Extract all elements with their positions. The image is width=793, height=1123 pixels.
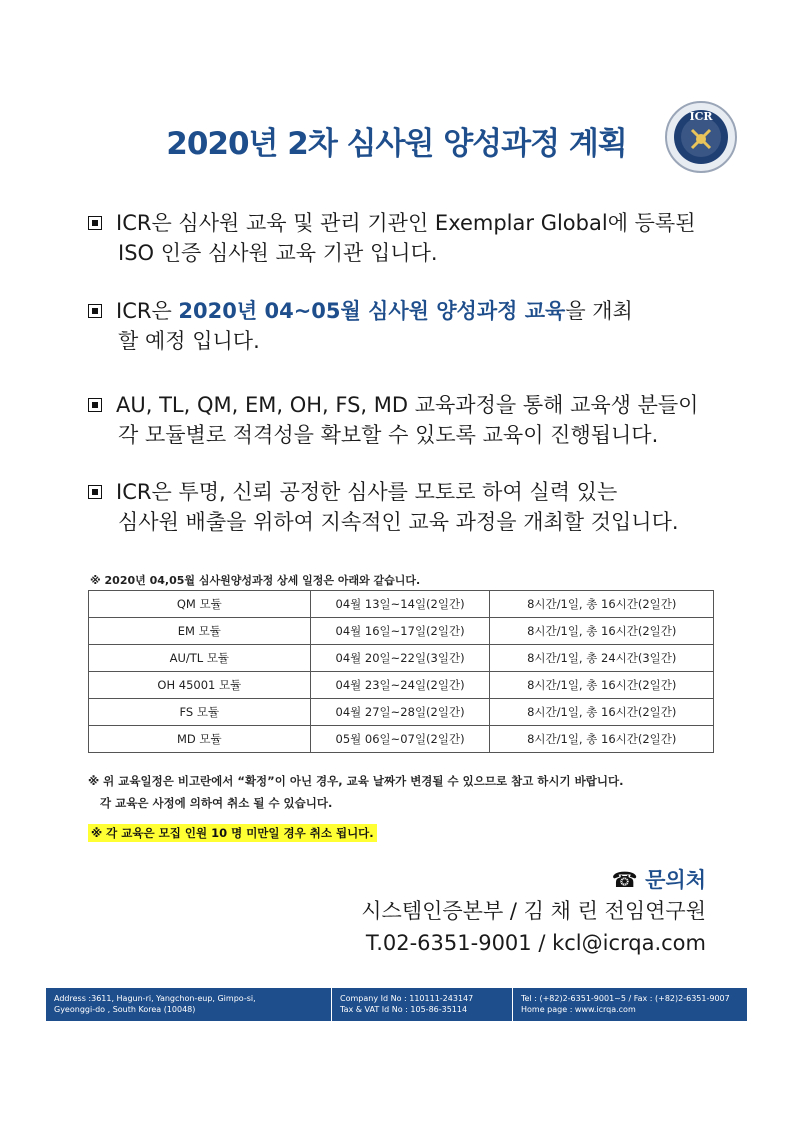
bullet-2-line-2: 할 예정 입니다.	[118, 329, 260, 353]
bullet-4-line-2: 심사원 배출을 위하여 지속적인 교육 과정을 개최할 것입니다.	[118, 510, 679, 534]
footer-homepage: Home page : www.icrqa.com	[521, 1005, 636, 1014]
icr-logo	[664, 100, 738, 174]
bullet-item-4	[88, 477, 679, 537]
bullet-item-1	[88, 208, 696, 268]
table-row	[89, 672, 714, 699]
footer-company-id: Company Id No : 110111-243147	[340, 994, 474, 1003]
date-cell: 04월 23일~24일(2일간)	[310, 672, 490, 699]
module-cell: EM 모듈	[89, 618, 311, 645]
bullet-2-pre: ICR은	[116, 299, 179, 323]
contact-block	[361, 865, 706, 959]
hours-cell: 8시간/1일, 총 16시간(2일간)	[490, 591, 714, 618]
date-cell: 04월 16일~17일(2일간)	[310, 618, 490, 645]
note-line-2: 각 교육은 사정에 의하여 취소 될 수 있습니다.	[100, 796, 333, 810]
module-cell: MD 모듈	[89, 726, 311, 753]
table-row	[89, 618, 714, 645]
contact-person: 시스템인증본부 / 김 채 린 전임연구원	[361, 899, 706, 923]
hours-cell: 8시간/1일, 총 16시간(2일간)	[490, 699, 714, 726]
hours-cell: 8시간/1일, 총 16시간(2일간)	[490, 726, 714, 753]
footer-address	[46, 988, 332, 1021]
contact-title	[361, 865, 706, 895]
module-cell: FS 모듈	[89, 699, 311, 726]
date-cell: 05월 06일~07일(2일간)	[310, 726, 490, 753]
footer-contact	[513, 988, 747, 1021]
bullet-1-line-2: ISO 인증 심사원 교육 기관 입니다.	[118, 241, 438, 265]
bullet-item-2	[88, 296, 633, 356]
bullet-2-line-1	[116, 296, 633, 326]
date-cell: 04월 20일~22일(3일간)	[310, 645, 490, 672]
schedule-note: ※ 2020년 04,05월 심사원양성과정 상세 일정은 아래와 같습니다.	[90, 574, 421, 587]
phone-icon: ☎	[611, 868, 638, 892]
bullet-1-line-1: ICR은 심사원 교육 및 관리 기관인 Exemplar Global에 등록된	[116, 211, 696, 235]
module-cell: QM 모듈	[89, 591, 311, 618]
cancellation-note: ※ 각 교육은 모집 인원 10 명 미만일 경우 취소 됩니다.	[88, 824, 377, 842]
footer-address-line-1: Address :3611, Hagun-ri, Yangchon-eup, Gimpo-si,	[54, 994, 256, 1003]
page-title: 2020년 2차 심사원 양성과정 계획	[166, 126, 627, 162]
square-bullet-icon	[88, 216, 102, 230]
table-row	[89, 726, 714, 753]
hours-cell: 8시간/1일, 총 24시간(3일간)	[490, 645, 714, 672]
footer-tel: Tel : (+82)2-6351-9001~5 / Fax : (+82)2-6351-9007	[521, 994, 730, 1003]
module-cell: OH 45001 모듈	[89, 672, 311, 699]
contact-details: T.02-6351-9001 / kcl@icrqa.com	[365, 931, 706, 955]
bullet-item-3	[88, 390, 698, 450]
table-row	[89, 591, 714, 618]
date-cell: 04월 27일~28일(2일간)	[310, 699, 490, 726]
note-line-1: ※ 위 교육일정은 비고란에서 “확정”이 아닌 경우, 교육 날짜가 변경될 수 있으므로 참고 하시기 바랍니다.	[88, 774, 624, 788]
bullet-2-post: 을 개최	[565, 299, 633, 323]
bullet-3-line-2: 각 모듈별로 적격성을 확보할 수 있도록 교육이 진행됩니다.	[118, 423, 659, 447]
logo-text: ICR	[689, 110, 713, 123]
bullet-4-line-1: ICR은 투명, 신뢰 공정한 심사를 모토로 하여 실력 있는	[116, 480, 618, 504]
square-bullet-icon	[88, 398, 102, 412]
bullet-2-highlight: 2020년 04~05월 심사원 양성과정 교육	[178, 299, 566, 323]
date-cell: 04월 13일~14일(2일간)	[310, 591, 490, 618]
hours-cell: 8시간/1일, 총 16시간(2일간)	[490, 672, 714, 699]
hours-cell: 8시간/1일, 총 16시간(2일간)	[490, 618, 714, 645]
footer-address-line-2: Gyeonggi-do , South Korea (10048)	[54, 1005, 196, 1014]
schedule-change-note	[88, 770, 623, 814]
footer-company	[332, 988, 513, 1021]
schedule-table	[88, 590, 714, 753]
table-row	[89, 645, 714, 672]
square-bullet-icon	[88, 304, 102, 318]
contact-title-text: 문의처	[645, 868, 706, 892]
table-row	[89, 699, 714, 726]
square-bullet-icon	[88, 485, 102, 499]
module-cell: AU/TL 모듈	[89, 645, 311, 672]
footer-tax-id: Tax & VAT Id No : 105-86-35114	[340, 1005, 468, 1014]
footer-bar	[46, 988, 747, 1021]
bullet-3-line-1: AU, TL, QM, EM, OH, FS, MD 교육과정을 통해 교육생 분들이	[116, 393, 699, 417]
